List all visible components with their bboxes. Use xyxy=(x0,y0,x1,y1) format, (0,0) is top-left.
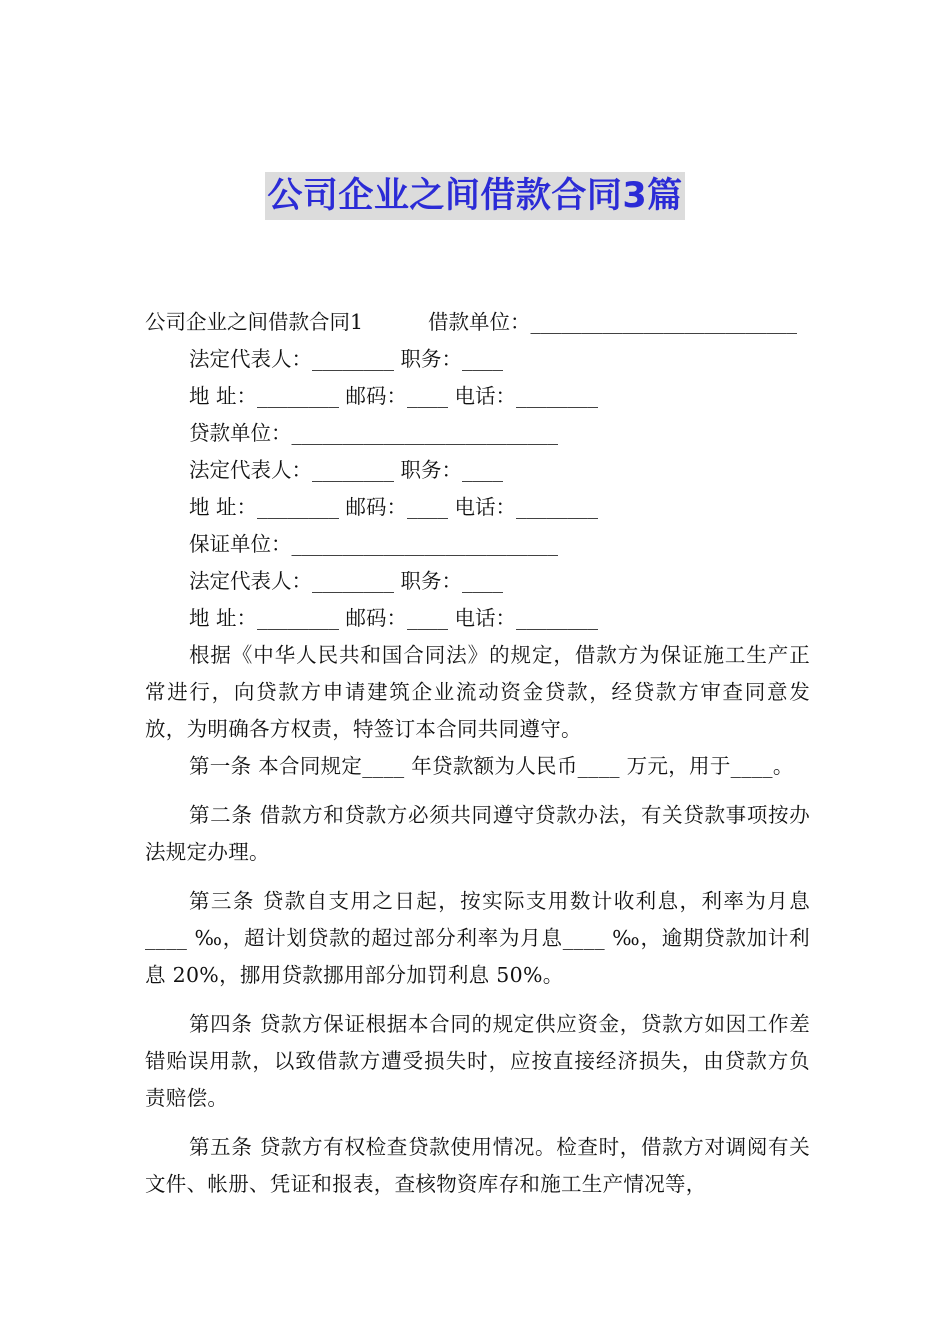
article-1-paragraph: 第一条 本合同规定____ 年贷款额为人民币____ 万元，用于____。 xyxy=(189,754,794,778)
party-line: 地 址：________ 邮码：____ 电话：________ xyxy=(189,606,599,630)
article-2-paragraph: 第二条 借款方和贷款方必须共同遵守贷款办法，有关贷款事项按办法规定办理。 xyxy=(145,803,810,864)
party-line: 保证单位：__________________________ xyxy=(189,532,558,556)
contract-header-line xyxy=(145,304,810,341)
preamble-paragraph: 根据《中华人民共和国合同法》的规定，借款方为保证施工生产正常进行，向贷款方申请建筑企业流动资金贷款，经贷款方审查同意发放，为明确各方权责，特签订本合同共同遵守。 xyxy=(145,643,810,741)
document-body xyxy=(145,304,810,1203)
party-line: 法定代表人：________ 职务：____ xyxy=(189,458,504,482)
party-line: 贷款单位：__________________________ xyxy=(189,421,558,445)
party-line: 地 址：________ 邮码：____ 电话：________ xyxy=(189,495,599,519)
page-title-text: 公司企业之间借款合同3篇 xyxy=(265,172,684,220)
article-4-paragraph: 第四条 贷款方保证根据本合同的规定供应资金，贷款方如因工作差错贻误用款，以致借款方遭受损失时，应按直接经济损失，由贷款方负责赔偿。 xyxy=(145,1012,810,1110)
article-5-paragraph: 第五条 贷款方有权检查贷款使用情况。检查时，借款方对调阅有关文件、帐册、凭证和报表，查核物资库存和施工生产情况等， xyxy=(145,1135,810,1196)
article-3-paragraph: 第三条 贷款自支用之日起，按实际支用数计收利息，利率为月息____ ‰，超计划贷款的超过部分利率为月息____ ‰，逾期贷款加计利息 20%，挪用贷款挪用部分加罚利息 50%。 xyxy=(145,889,810,987)
party-line: 地 址：________ 邮码：____ 电话：________ xyxy=(189,384,599,408)
party-line: 法定代表人：________ 职务：____ xyxy=(189,569,504,593)
contract-name: 公司企业之间借款合同1 xyxy=(145,310,364,334)
page-title xyxy=(0,172,950,220)
party-line: 法定代表人：________ 职务：____ xyxy=(189,347,504,371)
borrower-label: 借款单位：__________________________ xyxy=(428,310,797,334)
